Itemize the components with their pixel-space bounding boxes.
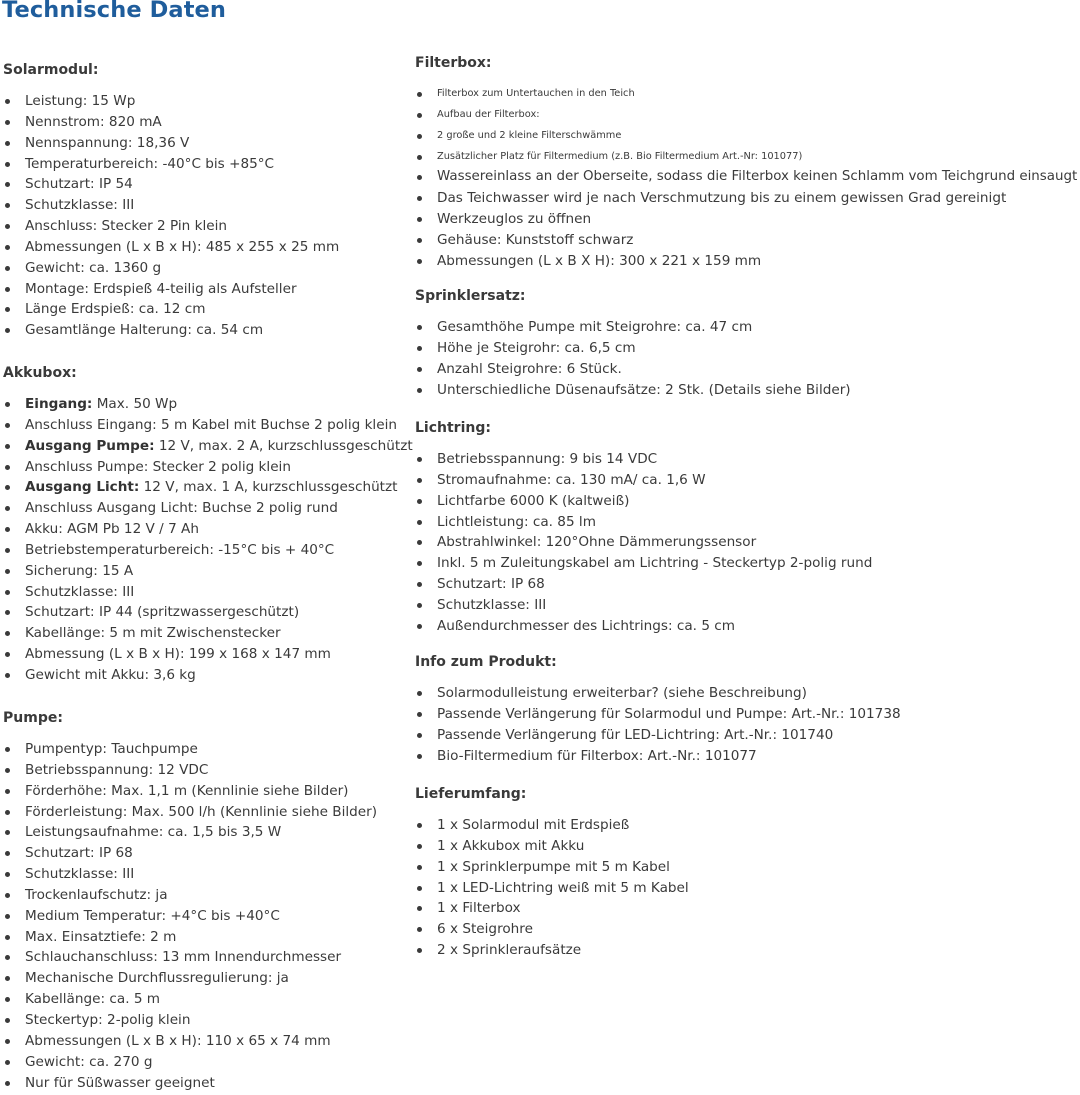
item-text: Anschluss Ausgang Licht: Buchse 2 polig rund [25, 500, 338, 517]
item-text: Pumpentyp: Tauchpumpe [25, 741, 198, 757]
item-text: Abmessungen (L x B X H): 300 x 221 x 159 mm [437, 252, 762, 269]
bullet-icon [5, 893, 10, 898]
bullet-icon [5, 872, 10, 877]
bullet-icon [5, 162, 10, 167]
list-item [0, 1052, 377, 1073]
list-item [0, 457, 413, 478]
list-item [412, 532, 872, 553]
bullet-icon [417, 844, 422, 849]
list-item [0, 561, 413, 582]
section-lichtring [412, 418, 872, 637]
item-text: Gewicht mit Akku: 3,6 kg [25, 666, 196, 683]
list-item [0, 498, 413, 519]
list-item [412, 105, 1077, 126]
item-text: Schutzart: IP 44 (spritzwassergeschützt) [25, 604, 300, 621]
section-sprinklersatz [412, 286, 851, 400]
section-heading: Pumpe: [3, 710, 63, 726]
list-item [412, 878, 689, 899]
item-text: Gesamtlänge Halterung: ca. 54 cm [25, 322, 264, 339]
bullet-icon [5, 1039, 10, 1044]
bullet-icon [417, 540, 422, 545]
item-text: Lichtleistung: ca. 85 lm [437, 513, 596, 530]
bullet-icon [5, 851, 10, 856]
item-text: Gewicht: ca. 270 g [25, 1053, 153, 1070]
bullet-icon [5, 569, 10, 574]
list-item [412, 725, 901, 746]
bullet-icon [5, 914, 10, 919]
item-text: Das Teichwasser wird je nach Verschmutzung bis zu einem gewissen Grad gereinigt [437, 190, 1007, 207]
item-text: Sicherung: 15 A [25, 562, 134, 579]
item-text: Abstrahlwinkel: 120°Ohne Dämmerungssensor [437, 534, 757, 551]
bullet-icon [5, 506, 10, 511]
list-item [412, 359, 851, 380]
item-text: Bio-Filtermedium für Filterbox: Art.-Nr.: 101077 [437, 747, 757, 764]
item-text: Betriebsspannung: 9 bis 14 VDC [437, 451, 658, 467]
list-item [412, 616, 872, 637]
bullet-icon [417, 457, 422, 462]
item-text: Höhe je Steigrohr: ca. 6,5 cm [437, 339, 636, 356]
bullet-icon [417, 886, 422, 891]
list-item [0, 299, 339, 320]
list-item [0, 968, 377, 989]
bullet-icon [5, 747, 10, 752]
list-item [412, 84, 1077, 105]
bullet-icon [417, 113, 422, 118]
item-text: Stromaufnahme: ca. 130 mA/ ca. 1,6 W [437, 471, 706, 488]
section-heading: Info zum Produkt: [415, 654, 557, 670]
bullet-icon [5, 182, 10, 187]
bullet-icon [5, 266, 10, 271]
bullet-icon [5, 789, 10, 794]
bullet-icon [5, 631, 10, 636]
list-item [412, 251, 1077, 272]
list-item [0, 864, 377, 885]
bullet-icon [417, 906, 422, 911]
item-text: Länge Erdspieß: ca. 12 cm [25, 301, 206, 318]
bullet-icon [5, 402, 10, 407]
item-text: Anzahl Steigrohre: 6 Stück. [437, 360, 622, 377]
bullet-icon [5, 1018, 10, 1023]
item-text: Temperaturbereich: -40°C bis +85°C [25, 155, 275, 172]
list-item [0, 174, 339, 195]
list-item [0, 644, 413, 665]
item-text: Kabellänge: ca. 5 m [25, 991, 161, 1008]
item-text: Schutzart: IP 68 [437, 576, 545, 593]
item-text: Abmessungen (L x B x H): 485 x 255 x 25 mm [25, 238, 340, 255]
list-item [0, 216, 339, 237]
list-item [0, 258, 339, 279]
item-text: Montage: Erdspieß 4-teilig als Aufsteller [25, 280, 297, 297]
item-text: Aufbau der Filterbox: [437, 108, 540, 120]
item-text: Schutzart: IP 68 [25, 845, 133, 862]
item-text: Gesamthöhe Pumpe mit Steigrohre: ca. 47 cm [437, 319, 753, 335]
list-item [0, 436, 413, 457]
bullet-icon [5, 224, 10, 229]
list-item [412, 574, 872, 595]
spec-list [412, 815, 689, 961]
item-text: Anschluss Eingang: 5 m Kabel mit Buchse 2 polig klein [25, 416, 397, 433]
list-item [412, 919, 689, 940]
bullet-icon [5, 652, 10, 657]
list-item [412, 470, 872, 491]
bullet-icon [5, 548, 10, 553]
item-text: Außendurchmesser des Lichtrings: ca. 5 cm [437, 617, 736, 634]
bullet-icon [417, 325, 422, 330]
item-text: Gehäuse: Kunststoff schwarz [437, 231, 634, 248]
list-item [0, 927, 377, 948]
bullet-icon [417, 754, 422, 759]
bullet-icon [5, 99, 10, 104]
bullet-icon [417, 367, 422, 372]
item-text: 12 V, max. 1 A, kurzschlussgeschützt [139, 479, 398, 496]
list-item [412, 836, 689, 857]
item-text: Inkl. 5 m Zuleitungskabel am Lichtring - Steckertyp 2-polig rund [437, 555, 873, 572]
item-text: 6 x Steigrohre [437, 921, 533, 938]
item-text: Betriebsspannung: 12 VDC [25, 761, 209, 778]
bullet-icon [5, 287, 10, 292]
bullet-icon [5, 590, 10, 595]
item-text: Max. 50 Wp [92, 396, 178, 412]
spec-list [0, 394, 413, 686]
list-item [0, 1010, 377, 1031]
list-item [412, 449, 872, 470]
page-title: Technische Daten [2, 0, 227, 23]
section-heading: Filterbox: [415, 55, 492, 71]
item-text: Schutzklasse: III [25, 197, 135, 214]
list-item [0, 91, 339, 112]
item-text: Solarmodulleistung erweiterbar? (siehe Beschreibung) [437, 685, 807, 701]
bullet-icon [417, 712, 422, 717]
list-item [0, 582, 413, 603]
list-item [0, 133, 339, 154]
list-item [412, 898, 689, 919]
bullet-icon [5, 328, 10, 333]
bullet-icon [417, 238, 422, 243]
item-text: Abmessung (L x B x H): 199 x 168 x 147 mm [25, 646, 331, 663]
item-text: Schutzart: IP 54 [25, 176, 133, 193]
item-text: Trockenlaufschutz: ja [25, 886, 168, 903]
list-item [0, 885, 377, 906]
list-item [412, 317, 851, 338]
list-item [0, 739, 377, 760]
list-item [0, 519, 413, 540]
bullet-icon [417, 561, 422, 566]
section-heading: Sprinklersatz: [415, 288, 526, 304]
list-item [412, 147, 1077, 168]
bullet-icon [417, 520, 422, 525]
item-text: Schutzklasse: III [437, 596, 547, 613]
item-text: Förderleistung: Max. 500 l/h (Kennlinie siehe Bilder) [25, 803, 378, 820]
section-solarmodul [0, 60, 339, 341]
bullet-icon [5, 1081, 10, 1086]
bullet-icon [5, 673, 10, 678]
bullet-icon [417, 134, 422, 139]
list-item [0, 320, 339, 341]
section-info-zum-produkt [412, 652, 901, 766]
list-item [0, 843, 377, 864]
item-text: Lichtfarbe 6000 K (kaltweiß) [437, 492, 630, 509]
list-item [412, 209, 1077, 230]
list-item [0, 394, 413, 415]
item-text: Nennspannung: 18,36 V [25, 134, 190, 151]
bullet-icon [5, 444, 10, 449]
bullet-icon [5, 245, 10, 250]
item-text: Zusätzlicher Platz für Filtermedium (z.B. Bio Filtermedium Art.-Nr: 101077) [437, 150, 803, 162]
item-text: Wassereinlass an der Oberseite, sodass die Filterbox keinen Schlamm vom Teichgrund einsaugt [437, 169, 1078, 185]
list-item [0, 781, 377, 802]
item-text: Schlauchanschluss: 13 mm Innendurchmesser [25, 949, 342, 966]
list-item [412, 512, 872, 533]
bullet-icon [417, 259, 422, 264]
item-text: 1 x Solarmodul mit Erdspieß [437, 817, 630, 833]
list-item [0, 665, 413, 686]
item-text: 1 x Akkubox mit Akku [437, 837, 585, 854]
item-text: Steckertyp: 2-polig klein [25, 1011, 191, 1028]
list-item [0, 906, 377, 927]
bullet-icon [417, 624, 422, 629]
bullet-icon [417, 196, 422, 201]
list-item [412, 746, 901, 767]
bullet-icon [5, 203, 10, 208]
list-item [0, 415, 413, 436]
bullet-icon [417, 175, 422, 180]
section-heading: Lieferumfang: [415, 786, 527, 802]
item-text: Nennstrom: 820 mA [25, 113, 162, 130]
section-heading: Akkubox: [3, 365, 77, 381]
bullet-icon [5, 485, 10, 490]
bullet-icon [5, 955, 10, 960]
list-item [412, 338, 851, 359]
item-text: 12 V, max. 2 A, kurzschlussgeschützt [154, 437, 413, 454]
item-text: Akku: AGM Pb 12 V / 7 Ah [25, 521, 199, 538]
list-item [412, 683, 901, 704]
bullet-icon [417, 948, 422, 953]
list-item [0, 1031, 377, 1052]
list-item [0, 623, 413, 644]
bullet-icon [417, 603, 422, 608]
bullet-icon [5, 1060, 10, 1065]
list-item [412, 857, 689, 878]
bullet-icon [417, 478, 422, 483]
list-item [0, 822, 377, 843]
item-label: Ausgang Pumpe: [25, 437, 155, 454]
bullet-icon [5, 307, 10, 312]
spec-list [412, 84, 1077, 272]
item-text: Leistungsaufnahme: ca. 1,5 bis 3,5 W [25, 824, 282, 841]
item-text: Schutzklasse: III [25, 583, 135, 600]
list-item [0, 195, 339, 216]
bullet-icon [5, 810, 10, 815]
bullet-icon [5, 997, 10, 1002]
spec-list [412, 449, 872, 637]
item-text: Werkzeuglos zu öffnen [437, 211, 592, 228]
item-text: Passende Verlängerung für Solarmodul und Pumpe: Art.-Nr.: 101738 [437, 705, 901, 722]
list-item [0, 802, 377, 823]
item-text: Anschluss: Stecker 2 Pin klein [25, 218, 227, 235]
item-text: Förderhöhe: Max. 1,1 m (Kennlinie siehe Bilder) [25, 782, 349, 799]
item-text: Medium Temperatur: +4°C bis +40°C [25, 907, 280, 924]
item-text: Kabellänge: 5 m mit Zwischenstecker [25, 625, 281, 642]
item-text: 2 große und 2 kleine Filterschwämme [437, 129, 622, 141]
bullet-icon [417, 155, 422, 160]
bullet-icon [5, 610, 10, 615]
list-item [412, 167, 1077, 188]
list-item [412, 940, 689, 961]
bullet-icon [5, 768, 10, 773]
item-text: 1 x LED-Lichtring weiß mit 5 m Kabel [437, 879, 689, 896]
list-item [412, 704, 901, 725]
bullet-icon [5, 527, 10, 532]
list-item [0, 602, 413, 623]
bullet-icon [417, 927, 422, 932]
list-item [0, 112, 339, 133]
item-text: 1 x Filterbox [437, 900, 521, 917]
item-text: Nur für Süßwasser geeignet [25, 1074, 215, 1091]
list-item [412, 595, 872, 616]
bullet-icon [5, 423, 10, 428]
bullet-icon [417, 865, 422, 870]
item-label: Ausgang Licht: [25, 479, 140, 496]
list-item [0, 540, 413, 561]
item-text: Passende Verlängerung für LED-Lichtring: Art.-Nr.: 101740 [437, 726, 834, 743]
list-item [412, 126, 1077, 147]
spec-list [412, 683, 901, 766]
section-heading: Solarmodul: [3, 62, 99, 78]
item-text: Unterschiedliche Düsenaufsätze: 2 Stk. (Details siehe Bilder) [437, 381, 851, 398]
bullet-icon [5, 120, 10, 125]
item-text: Filterbox zum Untertauchen in den Teich [437, 88, 635, 99]
bullet-icon [417, 733, 422, 738]
section-pumpe [0, 708, 377, 1093]
bullet-icon [417, 217, 422, 222]
bullet-icon [417, 582, 422, 587]
item-text: Schutzklasse: III [25, 866, 135, 883]
bullet-icon [417, 388, 422, 393]
list-item [412, 230, 1077, 251]
item-text: Max. Einsatztiefe: 2 m [25, 928, 177, 945]
list-item [0, 237, 339, 258]
list-item [412, 553, 872, 574]
list-item [412, 491, 872, 512]
item-text: Abmessungen (L x B x H): 110 x 65 x 74 mm [25, 1032, 331, 1049]
list-item [0, 154, 339, 175]
list-item [0, 989, 377, 1010]
item-text: 1 x Sprinklerpumpe mit 5 m Kabel [437, 858, 670, 875]
section-lieferumfang [412, 784, 689, 961]
section-heading: Lichtring: [415, 420, 491, 436]
bullet-icon [417, 691, 422, 696]
list-item [0, 1073, 377, 1094]
item-text: Gewicht: ca. 1360 g [25, 259, 162, 276]
list-item [412, 380, 851, 401]
list-item [0, 947, 377, 968]
list-item [0, 477, 413, 498]
bullet-icon [5, 465, 10, 470]
list-item [412, 815, 689, 836]
item-text: Leistung: 15 Wp [25, 93, 136, 109]
item-text: 2 x Sprinkleraufsätze [437, 942, 582, 959]
section-filterbox [412, 53, 1077, 272]
bullet-icon [417, 823, 422, 828]
spec-list [0, 739, 377, 1093]
bullet-icon [417, 92, 422, 97]
list-item [0, 760, 377, 781]
section-akkubox [0, 363, 413, 686]
bullet-icon [417, 346, 422, 351]
spec-list [0, 91, 339, 341]
list-item [412, 188, 1077, 209]
item-text: Mechanische Durchflussregulierung: ja [25, 970, 289, 987]
bullet-icon [5, 976, 10, 981]
spec-list [412, 317, 851, 400]
bullet-icon [5, 141, 10, 146]
item-label: Eingang: [25, 396, 93, 412]
bullet-icon [5, 935, 10, 940]
bullet-icon [417, 499, 422, 504]
list-item [0, 279, 339, 300]
bullet-icon [5, 830, 10, 835]
item-text: Betriebstemperaturbereich: -15°C bis + 40°C [25, 541, 335, 558]
item-text: Anschluss Pumpe: Stecker 2 polig klein [25, 458, 291, 475]
